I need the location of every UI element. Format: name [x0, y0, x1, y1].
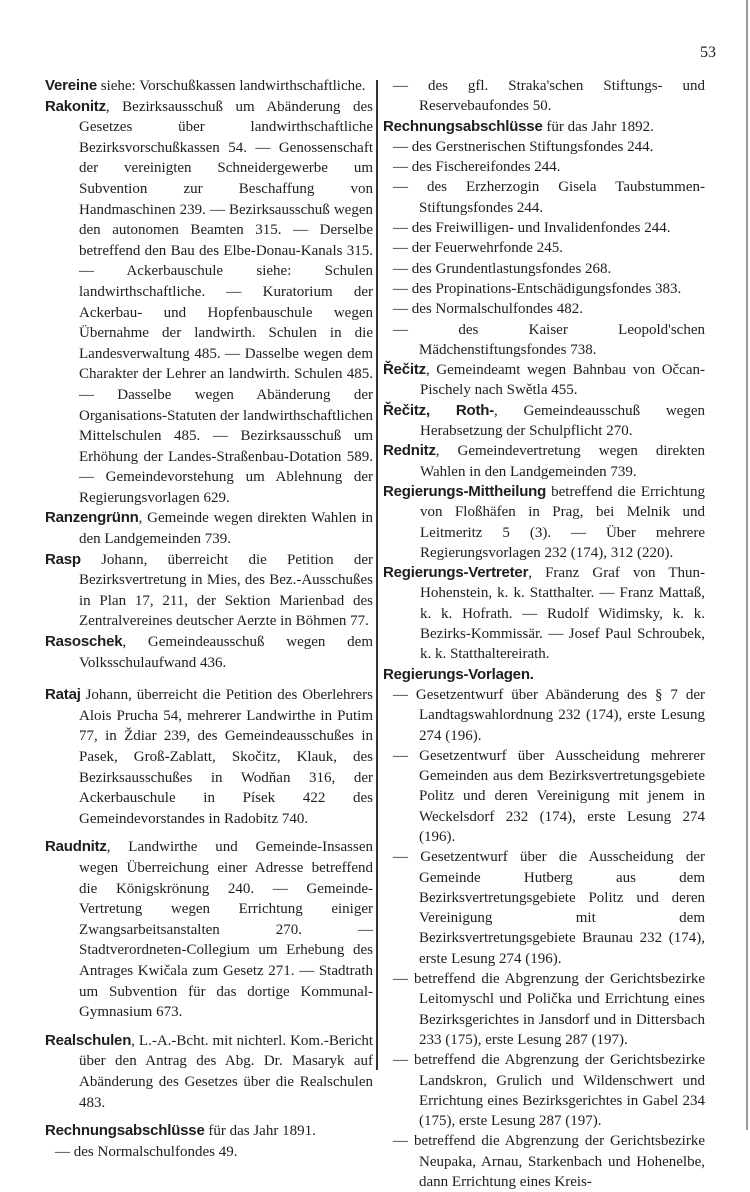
- subentry-text: Gesetzentwurf über Abänderung des § 7 der Landtagswahlordnung 232 (174), erste Lesung 274 (196).: [415, 686, 706, 744]
- index-subentry: — des Erzherzogin Gisela Taubstummen-Stiftungsfondes 244.: [393, 179, 706, 216]
- entry-heading: Rakonitz: [45, 97, 106, 115]
- index-entry: [45, 685, 373, 829]
- index-subentry: — des Normalschulfondes 49.: [55, 1143, 238, 1160]
- index-entry: [45, 837, 373, 1022]
- index-entry: [45, 1121, 373, 1142]
- entry-text: für das Jahr 1891.: [204, 1123, 316, 1140]
- entry-text: , Landwirthe und Gemeinde-Insassen wegen Überreichung einer Adresse betreffend die Königskrönung 240. — Gemeinde-Vertretung wegen Errichtung einiger Zwangsarbeitsanstalten 270. — Stadtverordneten-Collegium um Erhebung des Antrages Kwičala zum Gesetz 271. — Stadtrath um Subvention für das dortige Kommunal-Gymnasium 673.: [79, 839, 373, 1021]
- subentry-text: betreffend die Abgrenzung der Gerichtsbezirke Neupaka, Arnau, Starkenbach und Hohenelbe, dann Errichtung eines Kreis-: [413, 1133, 705, 1191]
- subentry-text: betreffend die Abgrenzung der Gerichtsbezirke Leitomyschl und Polička und Errichtung eines Bezirksgerichtes in Jansdorf und in Dittersbach 233 (175), erste Lesung 287 (197).: [413, 971, 705, 1048]
- entry-text: , Gemeinde wegen direkten Wahlen in den Landgemeinden 739.: [79, 510, 373, 548]
- entry-heading: Raudnitz: [45, 838, 107, 856]
- page-number: 53: [700, 44, 716, 61]
- entry-text: , Bezirksausschuß um Abänderung des Gesetzes über landwirthschaftliche Bezirksvorschußkassen 54. — Genossenschaft der vereinigten Schneidergewerbe um Subvention zur Beschaffung von Handmaschinen 239. — Bezirksausschuß wegen den autonomen Beamten 315. — Derselbe betreffend den Bau des Elbe-Donau-Kanals 315. — Ackerbauschule siehe: Schulen landwirthschaftliche. — Kuratorium der Ackerbau- und Hopfenbauschule wegen Übernahme der landwirth. Schulen in die Landesverwaltung 485. — Dasselbe wegen dem Charakter der Lehrer an landwirth. Schulen 485. — Dasselbe wegen Abänderung der Organisations-Statuten der landwirthschaftlichen Mittelschulen 485. — Bezirksausschuß um Erhöhung der Landes-Straßenbau-Dotation 589. — Gemeindevorstehung um Ablehnung der Regierungsvorlagen 629.: [79, 98, 373, 506]
- subentry-text: des Propinations-Entschädigungsfondes 383.: [411, 280, 682, 297]
- entry-heading: Rechnungsabschlüsse: [45, 1122, 205, 1140]
- subentry-text: Gesetzentwurf über die Ausscheidung der Gemeinde Hutberg aus dem Bezirksvertretungsgebiete Politz und deren Vereinigung mit dem Bezirksvertretungsgebiete Braunau 232 (174), erste Lesung 274 (196).: [419, 849, 705, 967]
- index-subentry: — des Grundentlastungsfondes 268.: [393, 260, 612, 277]
- entry-text: Johann, überreicht die Petition des Oberlehrers Alois Prucha 54, mehrerer Landwirthe in Putim 77, in Ždiar 239, des Gemeindeausschußes in Pasek, Groß-Zablatt, Skočitz, Klauk, des Bezirksausschußes in Wodňan 316, der Ackerbauschule in Písek 422 des Gemeindevorstandes in Radobitz 740.: [79, 687, 373, 827]
- subentry-text: betreffend die Abgrenzung der Gerichtsbezirke Landskron, Grulich und Wildenschwert und Errichtung eines Bezirksgerichtes in Gabel 234 (175), erste Lesung 287 (197).: [413, 1052, 705, 1130]
- index-entry: [45, 97, 373, 509]
- index-entry: [383, 665, 705, 685]
- index-entry: [383, 360, 705, 401]
- subentry-text: des Freiwilligen- und Invalidenfondes 244.: [411, 220, 671, 237]
- subentry-text: des Erzherzogin Gisela Taubstummen-Stiftungsfondes 244.: [419, 179, 706, 216]
- entry-heading: Rataj: [45, 686, 81, 704]
- index-subentry: — Gesetzentwurf über die Ausscheidung der Gemeinde Hutberg aus dem Bezirksvertretungsgebiete Politz und deren Vereinigung mit dem Bezirksvertretungsgebiete Braunau 232 (174), erste Lesung 274 (196).: [393, 849, 705, 967]
- subentry-text: des Grundentlastungsfondes 268.: [411, 260, 612, 277]
- entry-heading: Vereine: [45, 77, 97, 94]
- index-subentry: — des Normalschulfondes 482.: [393, 301, 583, 318]
- subentry-text: des Normalschulfondes 49.: [73, 1143, 238, 1160]
- index-entry: [45, 550, 373, 632]
- subentry-text: des gfl. Straka'schen Stiftungs- und Reservebaufondes 50.: [419, 78, 705, 115]
- index-subentry: — des Propinations-Entschädigungsfondes 383.: [393, 280, 682, 297]
- index-subentry: — der Feuerwehrfonde 245.: [393, 240, 563, 257]
- subentry-text: des Kaiser Leopold'schen Mädchenstiftungsfondes 738.: [419, 321, 705, 358]
- entry-text: , Gemeindeausschuß wegen Herabsetzung der Schulpflicht 270.: [420, 402, 705, 440]
- index-subentry: — des Fischereifondes 244.: [393, 159, 561, 176]
- subentry-text: der Feuerwehrfonde 245.: [411, 240, 563, 257]
- entry-heading: Řečitz: [383, 361, 426, 379]
- entry-heading: Rechnungsabschlüsse: [383, 117, 543, 135]
- index-entry: [383, 117, 705, 137]
- entry-heading: Rednitz: [383, 442, 436, 460]
- entry-text: , Gemeindevertretung wegen direkten Wahlen in den Landgemeinden 739.: [420, 443, 705, 480]
- index-entry: [383, 563, 705, 664]
- entry-heading: Ranzengrünn: [45, 509, 139, 527]
- subentry-text: des Fischereifondes 244.: [411, 159, 561, 176]
- index-subentry: — Gesetzentwurf über Abänderung des § 7 der Landtagswahlordnung 232 (174), erste Lesung 274 (196).: [393, 686, 706, 744]
- index-entry: [45, 1031, 373, 1113]
- entry-heading: Regierungs-Vertreter: [383, 564, 529, 582]
- entry-text: für das Jahr 1892.: [542, 118, 654, 135]
- index-entry: [383, 441, 705, 482]
- entry-text: siehe: Vorschußkassen landwirthschaftliche.: [96, 78, 366, 94]
- index-subentry: — des Gerstnerischen Stiftungsfondes 244.: [393, 138, 654, 155]
- column-divider: [376, 80, 378, 1070]
- entry-text: , Gemeindeausschuß wegen dem Volksschulaufwand 436.: [79, 634, 373, 671]
- index-subentry: — betreffend die Abgrenzung der Gerichtsbezirke Landskron, Grulich und Wildenschwert und Errichtung eines Bezirksgerichtes in Gabel 234 (175), erste Lesung 287 (197).: [393, 1052, 705, 1130]
- index-subentry: — betreffend die Abgrenzung der Gerichtsbezirke Leitomyschl und Polička und Errichtung eines Bezirksgerichtes in Jansdorf und in Dittersbach 233 (175), erste Lesung 287 (197).: [393, 971, 705, 1048]
- entry-text: , L.-A.-Bcht. mit nichterl. Kom.-Bericht über den Antrag des Abg. Dr. Masaryk auf Abänderung des Gesetzes über die Realschulen 483.: [79, 1032, 373, 1111]
- index-entry: [383, 482, 705, 563]
- subentry-text: des Normalschulfondes 482.: [411, 301, 583, 318]
- index-subentry: — Gesetzentwurf über Ausscheidung mehrerer Gemeinden aus dem Bezirksvertretungsgebiete Politz und deren Vereinigung mit jenem in Weckelsdorf 232 (174), erste Lesung 274 (196).: [393, 747, 706, 845]
- entry-heading: Rasp: [45, 550, 81, 568]
- entry-heading: Realschulen: [45, 1031, 132, 1049]
- index-subentry: — betreffend die Abgrenzung der Gerichtsbezirke Neupaka, Arnau, Starkenbach und Hohenelbe, dann Errichtung eines Kreis-: [393, 1133, 705, 1191]
- index-subentry: — des gfl. Straka'schen Stiftungs- und Reservebaufondes 50.: [393, 78, 705, 115]
- index-entry: [45, 76, 373, 97]
- entry-heading: Řečitz, Roth-: [383, 401, 495, 419]
- index-entry: [45, 632, 373, 673]
- entry-text: Johann, überreicht die Petition der Bezirksvertretung in Mies, des Bez.-Ausschußes in Plan 17, 211, der Sektion Marienbad des Zentralvereines deutscher Aerzte in Böhmen 77.: [79, 551, 373, 630]
- right-column: [383, 76, 705, 1192]
- index-entry: [45, 508, 373, 549]
- subentry-text: des Gerstnerischen Stiftungsfondes 244.: [411, 138, 654, 155]
- entry-heading: Rasoschek: [45, 633, 123, 651]
- entry-heading: Regierungs-Mittheilung: [383, 482, 547, 500]
- index-subentry: — des Kaiser Leopold'schen Mädchenstiftungsfondes 738.: [393, 321, 705, 358]
- subentry-text: Gesetzentwurf über Ausscheidung mehrerer Gemeinden aus dem Bezirksvertretungsgebiete Politz und deren Vereinigung mit jenem in Weckelsdorf 232 (174), erste Lesung 274 (196).: [419, 747, 706, 845]
- entry-heading: Regierungs-Vorlagen.: [383, 665, 534, 683]
- entry-text: , Gemeindeamt wegen Bahnbau von Očcan-Pischely nach Swětla 455.: [420, 362, 705, 399]
- page-edge: [746, 0, 748, 1130]
- index-entry: [383, 401, 705, 442]
- entry-text: betreffend die Errichtung von Floßhäfen in Prag, bei Melnik und Leitmeritz 5 (3). — Über mehrere Regierungsvorlagen 232 (174), 312 (220).: [420, 483, 705, 561]
- left-column: [45, 76, 373, 1162]
- entry-text: , Franz Graf von Thun-Hohenstein, k. k. Statthalter. — Franz Mattaß, k. k. Hofrath. — Rudolf Widimsky, k. k. Bezirks-Kommissär. — Josef Paul Schroubek, k. k. Statthaltereirath.: [420, 565, 705, 663]
- index-subentry: — des Freiwilligen- und Invalidenfondes 244.: [393, 220, 671, 237]
